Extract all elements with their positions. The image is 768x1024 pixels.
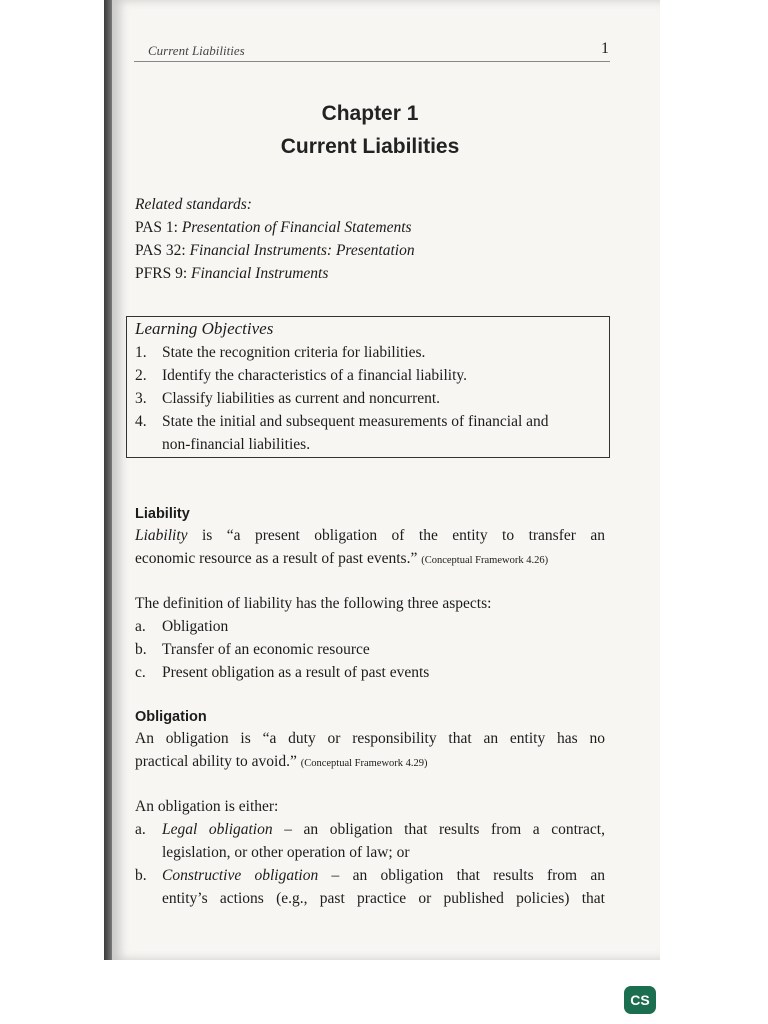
- citation: (Conceptual Framework 4.26): [421, 555, 549, 566]
- citation: (Conceptual Framework 4.29): [300, 758, 428, 769]
- page-number: 1: [601, 40, 609, 57]
- objective-item: 1. State the recognition criteria for liabilities.: [135, 344, 426, 361]
- section-heading-liability: Liability: [135, 506, 190, 522]
- related-standards-label: Related standards:: [135, 196, 252, 213]
- chapter-number: Chapter 1: [321, 102, 419, 125]
- list-item-continuation: entity’s actions (e.g., past practice or published policies) that: [162, 890, 605, 907]
- objective-item-continuation: non-financial liabilities.: [162, 436, 311, 453]
- aspects-intro: The definition of liability has the following three aspects:: [135, 595, 492, 612]
- running-head: Current Liabilities: [148, 43, 245, 58]
- obligation-definition-line: An obligation is “a duty or responsibility that an entity has no: [135, 730, 605, 747]
- liability-definition-line: Liability is “a present obligation of the entity to transfer an: [135, 527, 605, 544]
- list-item-text: Constructive obligation – an obligation that results from an: [162, 867, 605, 884]
- standard-item: PFRS 9: Financial Instruments: [135, 265, 329, 282]
- learning-objectives-title: Learning Objectives: [135, 319, 274, 338]
- list-item: a.: [135, 821, 146, 838]
- camscanner-logo-badge: CS: [624, 986, 656, 1014]
- list-item: a. Obligation: [135, 618, 229, 635]
- obligation-either-intro: An obligation is either:: [135, 798, 279, 815]
- objective-item: 3. Classify liabilities as current and noncurrent.: [135, 390, 441, 407]
- obligation-definition-line: practical ability to avoid.” (Conceptual Framework 4.29): [135, 753, 428, 770]
- list-item-continuation: legislation, or other operation of law; or: [162, 844, 410, 861]
- header-rule: [134, 61, 610, 62]
- objective-item: 4. State the initial and subsequent measurements of financial and: [135, 413, 549, 430]
- section-heading-obligation: Obligation: [135, 709, 207, 725]
- list-item: b.: [135, 867, 147, 884]
- standard-item: PAS 1: Presentation of Financial Statements: [135, 219, 412, 236]
- list-item-text: Legal obligation – an obligation that results from a contract,: [162, 821, 605, 838]
- chapter-title: Current Liabilities: [280, 135, 460, 158]
- objective-item: 2. Identify the characteristics of a financial liability.: [135, 367, 467, 384]
- list-item: c. Present obligation as a result of past events: [135, 664, 430, 681]
- standard-item: PAS 32: Financial Instruments: Presentation: [135, 242, 415, 259]
- liability-definition-line: economic resource as a result of past events.” (Conceptual Framework 4.26): [135, 550, 549, 567]
- list-item: b. Transfer of an economic resource: [135, 641, 370, 658]
